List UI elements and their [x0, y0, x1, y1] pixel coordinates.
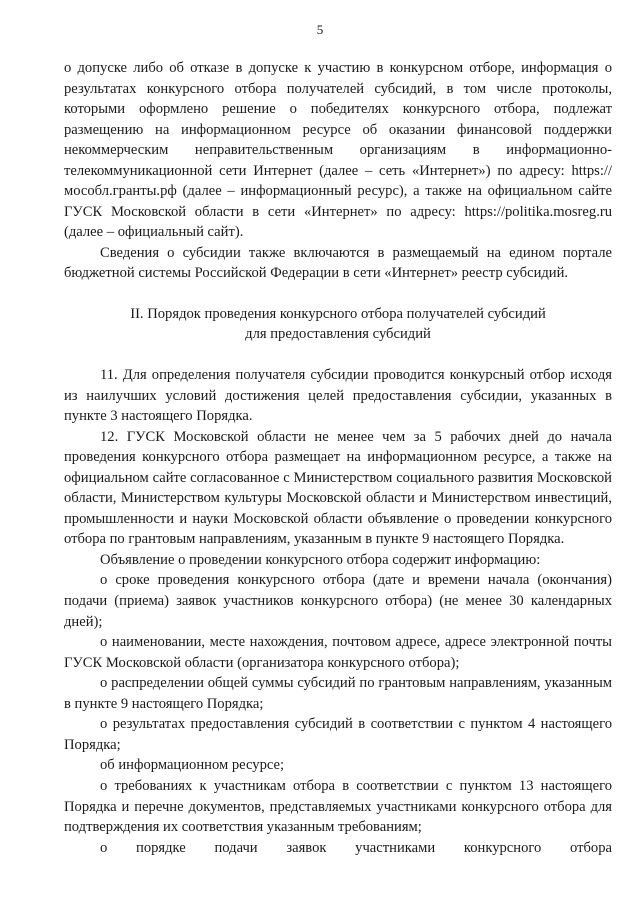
list-item-application-procedure: о порядке подачи заявок участниками конкурсного отбора: [100, 839, 612, 856]
list-item-requirements: о требованиях к участникам отбора в соответствии с пунктом 13 настоящего Порядка и перечне документов, представляемых участниками конкурсного отбора для подтверждения их соответствия указанным требованиям;: [64, 777, 612, 836]
page-number: 5: [316, 22, 324, 37]
document-body: [64, 58, 612, 858]
list-item-organizer: о наименовании, месте нахождения, почтовом адресе, адресе электронной почты ГУСК Московской области (организатора конкурсного отбора);: [64, 634, 612, 671]
list-item-distribution: о распределении общей суммы субсидий по грантовым направлениям, указанным в пункте 9 настоящего Порядка;: [64, 675, 612, 712]
list-item-deadline: о сроке проведения конкурсного отбора (дате и времени начала (окончания) подачи (приема) заявок участников конкурсного отбора) (не менее 30 календарных дней);: [64, 572, 612, 630]
section-heading-line-2: для предоставления субсидий: [245, 326, 431, 343]
list-item-results: о результатах предоставления субсидий в соответствии с пунктом 4 настоящего Порядка;: [64, 716, 612, 753]
list-item-info-resource: об информационном ресурсе;: [100, 757, 285, 774]
paragraph-11: 11. Для определения получателя субсидии проводится конкурсный отбор исходя из наилучших условий достижения целей предоставления субсидии, указанных в пункте 3 настоящего Порядка.: [64, 367, 612, 425]
paragraph-admission-results: о допуске либо об отказе в допуске к участию в конкурсном отборе, информация о результатах конкурсного отбора получателей субсидий, в том числе протоколы, которыми оформлено решение о победителях конкурсного отбора, подлежат размещению на информационном ресурсе об оказании финансовой поддержки некоммерческим неправительственным организациям в информационно-телекоммуникационной сети Интернет (далее – сеть «Интернет») по адресу: https://мособл.гранты.рф (далее – информационный ресурс), а также на официальном сайте ГУСК Московской области в сети «Интернет» по адресу: https://politika.mosreg.ru (далее – официальный сайт).: [64, 60, 612, 241]
section-heading: [64, 304, 612, 344]
paragraph-subsidy-registry: Сведения о субсидии также включаются в размещаемый на едином портале бюджетной системы Российской Федерации в сети «Интернет» реестр субсидий.: [64, 244, 612, 282]
section-heading-line-1: II. Порядок проведения конкурсного отбора получателей субсидий: [130, 306, 546, 323]
paragraph-announcement-intro: Объявление о проведении конкурсного отбора содержит информацию:: [100, 551, 541, 568]
paragraph-12: 12. ГУСК Московской области не менее чем за 5 рабочих дней до начала проведения конкурсного отбора размещает на информационном ресурсе, а также на официальном сайте согласованное с Министерством социального развития Московской области, Министерством культуры Московской области и Министерством инвестиций, промышленности и науки Московской области объявление о проведении конкурсного отбора по грантовым направлениям, указанным в пункте 9 настоящего Порядка.: [64, 428, 612, 548]
